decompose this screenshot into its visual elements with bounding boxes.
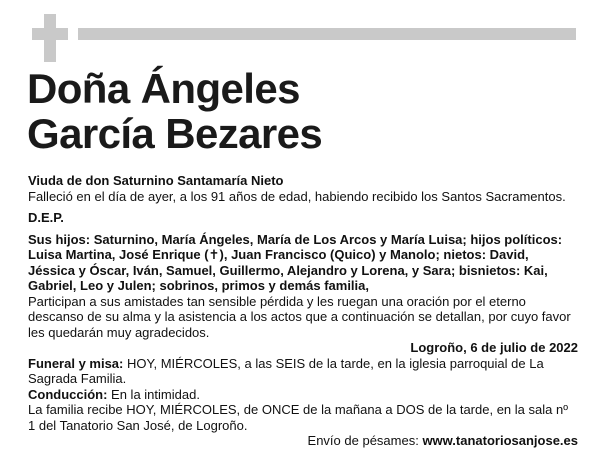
dep-label: D.E.P. [28,210,64,225]
family-receives: La familia recibe HOY, MIÉRCOLES, de ONCE de la mañana a DOS de la tarde, en la sala nº 1 del Tanatorio San José, de Logroño. [28,402,568,433]
place-date: Logroño, 6 de julio de 2022 [410,340,578,355]
death-text: Falleció en el día de ayer, a los 91 años de edad, habiendo recibido los Santos Sacramentos. [28,188,566,204]
cross-icon [32,14,68,62]
family-text-1: Sus hijos: Saturnino, María Ángeles, María de Los Arcos y María Luisa; hijos políticos: Luisa Martina, José Enrique ( [28,231,563,262]
conduccion-label: Conducción: [28,386,108,402]
condolences-label: Envío de pésames: [307,433,423,448]
name-line-1: Doña Ángeles [27,65,300,112]
family-list [28,232,578,294]
condolences-line [28,433,578,449]
name-line-2: García Bezares [27,110,323,157]
header-bar [78,28,576,40]
obituary-body [28,173,578,449]
small-cross-icon: ✝ [208,247,220,262]
condolences-link[interactable]: www.tanatoriosanjose.es [422,433,578,448]
widow-line: Viuda de don Saturnino Santamaría Nieto [28,173,284,188]
conduccion-line [28,387,578,403]
funeral-text: HOY, MIÉRCOLES, a las SEIS de la tarde, en la iglesia parroquial de La Sagrada Familia. [28,355,544,386]
family-text-2: ), Juan Francisco (Quico) y Manolo; nietos: David, Jéssica y Óscar, Iván, Samuel, Guillermo, Alejandro y Lorena, y Sara; bisnietos: Kai, Gabriel, Leo y Julen; sobrinos, primos y demás familia, [28,247,548,293]
request-text: Participan a sus amistades tan sensible pérdida y les ruegan una oración por el eterno descanso de su alma y la asistencia a los actos que a continuación se detallan, por cuyo favor les quedarán muy agradecidos. [28,293,571,340]
deceased-name [27,66,587,156]
funeral-label: Funeral y misa: [28,355,124,371]
conduccion-text: En la intimidad. [107,386,200,402]
funeral-line [28,356,578,387]
